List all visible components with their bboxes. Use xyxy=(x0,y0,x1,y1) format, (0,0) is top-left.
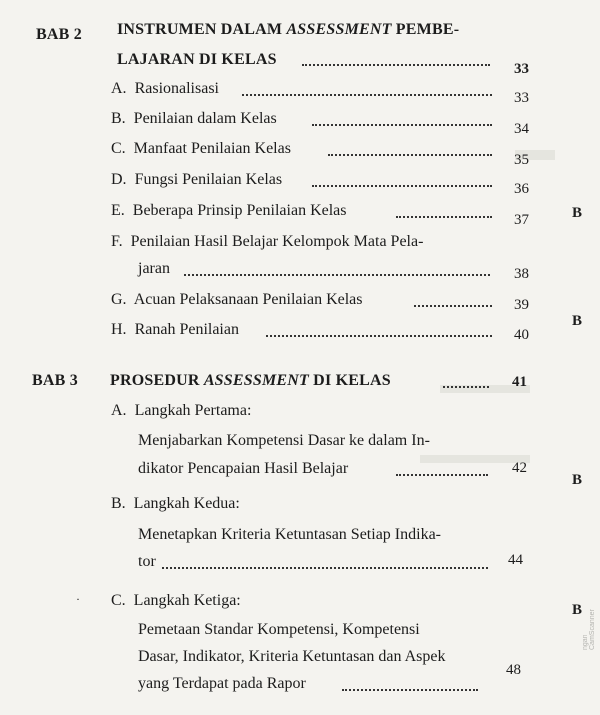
edge-mark: B xyxy=(572,205,583,221)
toc-entry-2b: B. Penilaian dalam Kelas xyxy=(111,110,277,127)
page-number: 37 xyxy=(514,212,529,228)
leader-dots xyxy=(266,335,492,337)
leader-dots xyxy=(162,567,488,569)
chapter3-label: BAB 3 xyxy=(32,372,78,389)
page-number: 34 xyxy=(514,121,529,137)
edge-mark: B xyxy=(572,472,583,488)
toc-entry-3a: A. Langkah Pertama: xyxy=(111,402,252,419)
toc-entry-3b-line2: Menetapkan Kriteria Ketuntasan Setiap Indika- xyxy=(138,526,441,543)
toc-entry-2d: D. Fungsi Penilaian Kelas xyxy=(111,171,283,188)
leader-dots xyxy=(184,274,490,276)
edge-mark: B xyxy=(572,602,583,618)
toc-entry-3b: B. Langkah Kedua: xyxy=(111,495,240,512)
leader-dots xyxy=(342,689,478,691)
chapter3-page: 41 xyxy=(512,374,527,390)
toc-entry-3a-line3: dikator Pencapaian Hasil Belajar xyxy=(138,460,349,477)
chapter2-label: BAB 2 xyxy=(36,26,82,43)
leader-dots xyxy=(312,124,492,126)
leader-dots xyxy=(302,64,490,66)
toc-entry-3c: C. Langkah Ketiga: xyxy=(111,592,241,609)
scanner-watermark: ngan CamScanner xyxy=(582,609,596,650)
page-number: 35 xyxy=(514,152,529,168)
chapter3-title: PROSEDUR ASSESSMENT DI KELAS xyxy=(110,372,391,389)
page-number: 36 xyxy=(514,181,529,197)
edge-mark: B xyxy=(572,313,583,329)
toc-entry-2g: G. Acuan Pelaksanaan Penilaian Kelas xyxy=(111,291,363,308)
page-number: 44 xyxy=(508,552,523,568)
page-number: 39 xyxy=(514,297,529,313)
toc-entry-2e: E. Beberapa Prinsip Penilaian Kelas xyxy=(111,202,347,219)
chapter2-title-line2: LAJARAN DI KELAS xyxy=(117,51,277,68)
toc-entry-2a: A. Rasionalisasi xyxy=(111,80,219,97)
toc-entry-2f-cont: jaran xyxy=(138,260,170,277)
toc-entry-3a-line2: Menjabarkan Kompetensi Dasar ke dalam In- xyxy=(138,432,430,449)
chapter2-page: 33 xyxy=(514,61,529,77)
leader-dots xyxy=(312,185,492,187)
toc-entry-2f: F. Penilaian Hasil Belajar Kelompok Mata Pela- xyxy=(111,233,424,250)
page-number: 33 xyxy=(514,90,529,106)
toc-entry-3c-line2: Pemetaan Standar Kompetensi, Kompetensi xyxy=(138,621,420,638)
page-number: 38 xyxy=(514,266,529,282)
toc-entry-2c: C. Manfaat Penilaian Kelas xyxy=(111,140,291,157)
leader-dots xyxy=(328,154,492,156)
page-number: 48 xyxy=(506,662,521,678)
toc-entry-2h: H. Ranah Penilaian xyxy=(111,321,239,338)
toc-entry-3c-line3: Dasar, Indikator, Kriteria Ketuntasan dan Aspek xyxy=(138,648,446,665)
leader-dots xyxy=(414,305,492,307)
leader-dots xyxy=(242,94,492,96)
leader-dots xyxy=(396,474,488,476)
bullet-dot: · xyxy=(76,592,80,606)
leader-dots xyxy=(443,386,489,388)
page-number: 42 xyxy=(512,460,527,476)
toc-entry-3c-line4: yang Terdapat pada Rapor xyxy=(138,675,306,692)
chapter2-title-line1: INSTRUMEN DALAM ASSESSMENT PEMBE- xyxy=(117,21,460,38)
leader-dots xyxy=(396,216,492,218)
page-number: 40 xyxy=(514,327,529,343)
toc-entry-3b-line3: tor xyxy=(138,553,156,570)
